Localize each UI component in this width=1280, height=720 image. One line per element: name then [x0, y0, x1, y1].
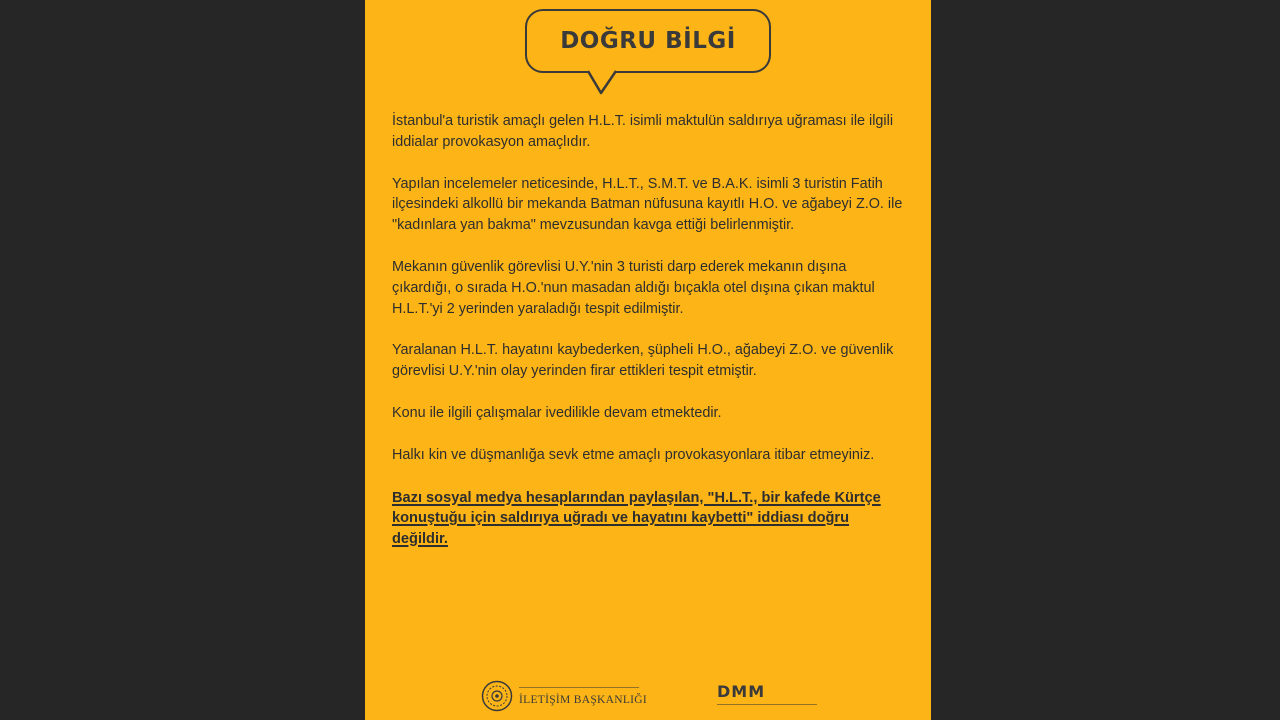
paragraph-investigation: Yapılan incelemeler neticesinde, H.L.T., S.M.T. ve B.A.K. isimli 3 turistin Fatih ilçesindeki alkollü bir mekanda Batman nüfusuna kayıtlı H.O. ve ağabeyi Z.O. ile "kadınlara yan bakma" mevzusundan kavga ettiği belirlenmiştir.	[392, 175, 903, 234]
poster-title: DOĞRU BİLGİ	[560, 28, 736, 54]
paragraph-warning: Halkı kin ve düşmanlığa sevk etme amaçlı provokasyonlara itibar etmeyiniz.	[392, 446, 875, 463]
poster-footer	[365, 672, 931, 720]
highlight-claim: Bazı sosyal medya hesaplarından paylaşılan, "H.L.T., bir kafede Kürtçe konuştuğu için saldırıya uğradı ve hayatını kaybetti" iddiası doğru değildir.	[392, 489, 881, 547]
ministry-seal-icon	[481, 680, 513, 712]
poster-body	[392, 111, 907, 570]
dmm-logo-text: DMM	[717, 682, 766, 701]
paragraph-ongoing: Konu ile ilgili çalışmalar ivedilikle devam etmektedir.	[392, 404, 722, 421]
dmm-logo	[717, 684, 817, 707]
ministry-name: İLETİŞİM BAŞKANLIĞI	[519, 694, 648, 706]
ministry-logo-rule	[519, 687, 639, 691]
fact-check-poster	[365, 0, 931, 720]
paragraph-intro: İstanbul'a turistik amaçlı gelen H.L.T. isimli maktulün saldırıya uğraması ile ilgili iddialar provokasyon amaçlıdır.	[392, 113, 894, 150]
paragraph-suspects: Yaralanan H.L.T. hayatını kaybederken, şüpheli H.O., ağabeyi Z.O. ve güvenlik görevlisi U.Y.'nin olay yerinden firar ettikleri tespit etmiştir.	[392, 342, 894, 380]
title-speech-bubble	[525, 9, 771, 73]
paragraph-incident: Mekanın güvenlik görevlisi U.Y.'nin 3 turisti darp ederek mekanın dışına çıkardığı, o sırada H.O.'nun masadan aldığı bıçakla otel dışına çıkan maktul H.L.T.'yi 2 yerinden yaraladığı tespit edilmiştir.	[392, 258, 875, 317]
dmm-logo-rule	[717, 704, 817, 707]
ministry-logo	[519, 687, 647, 706]
speech-bubble-tail-icon	[587, 70, 617, 96]
